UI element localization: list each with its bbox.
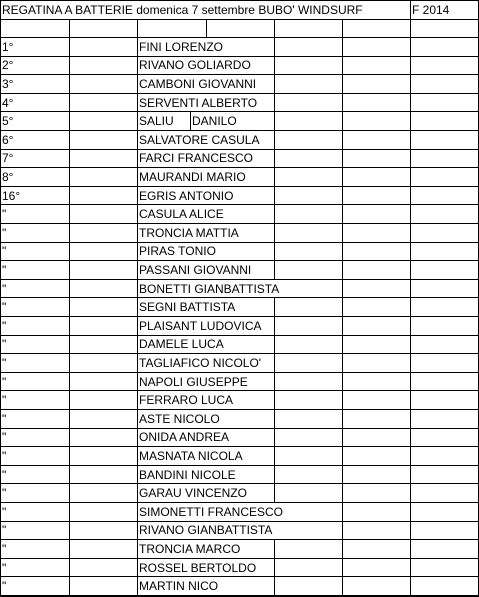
- grid-line: [410, 336, 411, 355]
- grid-line: [274, 336, 275, 355]
- grid-line: [342, 224, 343, 243]
- grid-line: [137, 391, 138, 410]
- athlete-name-cell: PASSANI GIOVANNI: [139, 262, 252, 277]
- grid-line: [69, 429, 70, 448]
- grid-line: [137, 243, 138, 262]
- grid-line: [69, 559, 70, 578]
- athlete-name-cell: CASULA ALICE: [139, 207, 224, 222]
- grid-line: [137, 559, 138, 578]
- grid-line: [410, 559, 411, 578]
- grid-line: [410, 0, 411, 20]
- sheet-title: REGATINA A BATTERIE domenica 7 settembre BUBO' WINDSURF: [2, 2, 363, 17]
- table-row: [0, 317, 479, 336]
- grid-line: [274, 20, 275, 38]
- grid-line: [410, 503, 411, 522]
- athlete-name-cell: CAMBONI GIOVANNI: [139, 76, 257, 91]
- grid-line: [69, 75, 70, 94]
- grid-line: [274, 447, 275, 466]
- position-cell: 3°: [2, 76, 14, 91]
- grid-line: [137, 57, 138, 76]
- grid-line: [410, 243, 411, 262]
- grid-line: [274, 410, 275, 429]
- grid-line: [342, 280, 343, 299]
- grid-line: [410, 466, 411, 485]
- grid-line: [410, 577, 411, 596]
- grid-line: [69, 577, 70, 596]
- position-cell: ": [2, 374, 7, 389]
- grid-line: [137, 503, 138, 522]
- grid-line: [410, 298, 411, 317]
- grid-line: [137, 429, 138, 448]
- grid-line: [342, 577, 343, 596]
- position-cell: ": [2, 504, 7, 519]
- grid-line: [69, 38, 70, 57]
- grid-line: [342, 20, 343, 38]
- athlete-name-cell: ONIDA ANDREA: [139, 430, 230, 445]
- athlete-name-cell: FARCI FRANCESCO: [139, 151, 254, 166]
- position-cell: 5°: [2, 114, 14, 129]
- grid-line: [342, 261, 343, 280]
- grid-line: [274, 484, 275, 503]
- grid-line: [342, 429, 343, 448]
- grid-line: [274, 94, 275, 113]
- grid-line: [69, 243, 70, 262]
- grid-line: [342, 94, 343, 113]
- grid-line: [137, 317, 138, 336]
- grid-line: [410, 354, 411, 373]
- category-label: F 2014: [412, 2, 450, 17]
- athlete-name-cell: MARTIN NICO: [139, 579, 219, 594]
- table-row: [0, 75, 479, 94]
- position-cell: 4°: [2, 95, 14, 110]
- table-row: [0, 540, 479, 559]
- table-row: [0, 205, 479, 224]
- grid-line: [410, 150, 411, 169]
- grid-line: [69, 317, 70, 336]
- grid-line: [410, 187, 411, 206]
- athlete-name-cell: RIVANO GIANBATTISTA: [139, 523, 273, 538]
- grid-line: [69, 336, 70, 355]
- table-row: [0, 261, 479, 280]
- table-row: [0, 484, 479, 503]
- table-row: [0, 168, 479, 187]
- athlete-name-cell: BANDINI NICOLE: [139, 467, 236, 482]
- table-row: [0, 280, 479, 299]
- grid-line: [410, 429, 411, 448]
- grid-line: [274, 57, 275, 76]
- table-row: [0, 243, 479, 262]
- athlete-name-cell: ROSSEL BERTOLDO: [139, 560, 257, 575]
- grid-line: [342, 57, 343, 76]
- grid-line: [342, 112, 343, 131]
- position-cell: ": [2, 560, 7, 575]
- grid-line: [342, 503, 343, 522]
- position-cell: 1°: [2, 39, 14, 54]
- table-row: [0, 112, 479, 131]
- grid-line: [274, 205, 275, 224]
- athlete-name-cell: BONETTI GIANBATTISTA: [139, 281, 280, 296]
- grid-line: [342, 540, 343, 559]
- grid-line: [274, 540, 275, 559]
- grid-line: [274, 466, 275, 485]
- grid-line: [342, 447, 343, 466]
- grid-line: [69, 373, 70, 392]
- position-cell: ": [2, 300, 7, 315]
- grid-line: [69, 131, 70, 150]
- grid-line: [137, 298, 138, 317]
- position-cell: ": [2, 244, 7, 259]
- position-cell: ": [2, 579, 7, 594]
- grid-line: [69, 150, 70, 169]
- grid-line: [410, 38, 411, 57]
- grid-line: [137, 131, 138, 150]
- grid-line: [342, 205, 343, 224]
- grid-line: [342, 466, 343, 485]
- table-row: [0, 94, 479, 113]
- position-cell: ": [2, 448, 7, 463]
- grid-line: [274, 354, 275, 373]
- position-cell: ": [2, 281, 7, 296]
- position-cell: ": [2, 523, 7, 538]
- athlete-name-cell: MASNATA NICOLA: [139, 448, 243, 463]
- grid-line: [137, 447, 138, 466]
- position-cell: ": [2, 318, 7, 333]
- table-row: [0, 298, 479, 317]
- grid-line: [69, 280, 70, 299]
- header-row: [0, 0, 479, 20]
- grid-line: [137, 540, 138, 559]
- grid-line: [342, 373, 343, 392]
- athlete-name-cell: SALVATORE CASULA: [139, 132, 260, 147]
- grid-line: [69, 484, 70, 503]
- grid-line: [69, 522, 70, 541]
- grid-line: [342, 298, 343, 317]
- grid-line: [410, 57, 411, 76]
- grid-line: [137, 373, 138, 392]
- position-cell: ": [2, 355, 7, 370]
- grid-line: [137, 38, 138, 57]
- grid-line: [69, 298, 70, 317]
- grid-line: [410, 522, 411, 541]
- grid-line: [410, 317, 411, 336]
- grid-line: [274, 429, 275, 448]
- grid-line: [342, 38, 343, 57]
- grid-line: [410, 131, 411, 150]
- grid-line: [274, 317, 275, 336]
- table-row: [0, 391, 479, 410]
- grid-line: [274, 38, 275, 57]
- grid-line: [342, 131, 343, 150]
- grid-line: [410, 280, 411, 299]
- grid-line: [69, 187, 70, 206]
- grid-line: [410, 410, 411, 429]
- position-cell: ": [2, 486, 7, 501]
- athlete-name-cell: NAPOLI GIUSEPPE: [139, 374, 248, 389]
- table-row: [0, 577, 479, 596]
- grid-line: [69, 261, 70, 280]
- grid-line: [69, 168, 70, 187]
- grid-line: [69, 354, 70, 373]
- position-cell: 7°: [2, 151, 14, 166]
- grid-line: [342, 150, 343, 169]
- grid-line: [274, 577, 275, 596]
- grid-line: [137, 112, 138, 131]
- position-cell: 16°: [2, 188, 21, 203]
- position-cell: ": [2, 225, 7, 240]
- table-row: [0, 131, 479, 150]
- athlete-name-cell: EGRIS ANTONIO: [139, 188, 234, 203]
- grid-line: [190, 112, 191, 131]
- grid-line: [137, 410, 138, 429]
- grid-line: [342, 187, 343, 206]
- athlete-name-cell: PIRAS TONIO: [139, 244, 216, 259]
- position-cell: 6°: [2, 132, 14, 147]
- athlete-name-cell: TRONCIA MATTIA: [139, 225, 239, 240]
- grid-line: [69, 205, 70, 224]
- table-row: [0, 38, 479, 57]
- position-cell: ": [2, 467, 7, 482]
- table-row: [0, 429, 479, 448]
- grid-line: [274, 243, 275, 262]
- grid-line: [342, 522, 343, 541]
- grid-line: [274, 168, 275, 187]
- grid-line: [342, 559, 343, 578]
- grid-line: [410, 168, 411, 187]
- grid-line: [410, 224, 411, 243]
- athlete-name-cell: DAMELE LUCA: [139, 337, 224, 352]
- grid-line: [69, 94, 70, 113]
- grid-line: [410, 447, 411, 466]
- grid-line: [342, 410, 343, 429]
- grid-line: [410, 540, 411, 559]
- grid-line: [69, 391, 70, 410]
- grid-line: [137, 75, 138, 94]
- grid-line: [137, 261, 138, 280]
- grid-line: [137, 94, 138, 113]
- grid-line: [137, 168, 138, 187]
- grid-line: [274, 112, 275, 131]
- grid-line: [69, 447, 70, 466]
- athlete-name-cell: ASTE NICOLO: [139, 411, 220, 426]
- grid-line: [410, 75, 411, 94]
- grid-line: [274, 131, 275, 150]
- grid-line: [137, 354, 138, 373]
- grid-line: [69, 410, 70, 429]
- table-row: [0, 224, 479, 243]
- grid-line: [69, 112, 70, 131]
- position-cell: ": [2, 262, 7, 277]
- position-cell: ": [2, 337, 7, 352]
- grid-line: [69, 224, 70, 243]
- position-cell: ": [2, 207, 7, 222]
- grid-line: [274, 75, 275, 94]
- grid-line: [69, 540, 70, 559]
- grid-line: [410, 94, 411, 113]
- blank-row: [0, 20, 479, 38]
- grid-line: [69, 503, 70, 522]
- athlete-name-cell: SEGNI BATTISTA: [139, 300, 236, 315]
- table-row: [0, 57, 479, 76]
- position-cell: 2°: [2, 58, 14, 73]
- grid-line: [274, 298, 275, 317]
- grid-line: [274, 261, 275, 280]
- athlete-name-cell: SERVENTI ALBERTO: [139, 95, 258, 110]
- grid-line: [274, 559, 275, 578]
- grid-line: [410, 112, 411, 131]
- grid-line: [410, 373, 411, 392]
- table-row: [0, 559, 479, 578]
- table-row: [0, 373, 479, 392]
- grid-line: [410, 484, 411, 503]
- grid-line: [274, 391, 275, 410]
- grid-line: [410, 20, 411, 38]
- table-row: [0, 336, 479, 355]
- grid-line: [342, 336, 343, 355]
- table-row: [0, 503, 479, 522]
- grid-line: [137, 150, 138, 169]
- athlete-name-cell: FINI LORENZO: [139, 39, 224, 54]
- grid-line: [137, 187, 138, 206]
- grid-line: [342, 484, 343, 503]
- grid-line: [274, 187, 275, 206]
- table-row: [0, 150, 479, 169]
- grid-line: [137, 522, 138, 541]
- athlete-name-cell: SALIU: [139, 114, 174, 129]
- grid-line: [137, 336, 138, 355]
- athlete-name-cell: TRONCIA MARCO: [139, 541, 241, 556]
- grid-line: [274, 373, 275, 392]
- athlete-name-cell: FERRARO LUCA: [139, 393, 234, 408]
- grid-line: [342, 243, 343, 262]
- athlete-name-cell: MAURANDI MARIO: [139, 169, 246, 184]
- athlete-name-cell: TAGLIAFICO NICOLO': [139, 355, 262, 370]
- position-cell: ": [2, 430, 7, 445]
- grid-line: [137, 484, 138, 503]
- grid-line: [137, 205, 138, 224]
- grid-line: [137, 466, 138, 485]
- grid-line: [342, 75, 343, 94]
- grid-line: [137, 577, 138, 596]
- grid-line: [274, 224, 275, 243]
- table-row: [0, 410, 479, 429]
- grid-line: [410, 205, 411, 224]
- grid-line: [206, 20, 207, 38]
- athlete-name-cell: GARAU VINCENZO: [139, 486, 248, 501]
- position-cell: ": [2, 393, 7, 408]
- table-row: [0, 187, 479, 206]
- table-row: [0, 522, 479, 541]
- athlete-firstname-cell: DANILO: [192, 114, 237, 129]
- position-cell: 8°: [2, 169, 14, 184]
- grid-line: [342, 354, 343, 373]
- grid-line: [69, 466, 70, 485]
- table-row: [0, 447, 479, 466]
- grid-line: [410, 391, 411, 410]
- position-cell: ": [2, 541, 7, 556]
- position-cell: ": [2, 411, 7, 426]
- athlete-name-cell: SIMONETTI FRANCESCO: [139, 504, 284, 519]
- grid-line: [410, 261, 411, 280]
- grid-line: [137, 224, 138, 243]
- grid-line: [342, 168, 343, 187]
- grid-line: [342, 391, 343, 410]
- grid-line: [342, 317, 343, 336]
- athlete-name-cell: PLAISANT LUDOVICA: [139, 318, 262, 333]
- grid-line: [137, 20, 138, 38]
- table-row: [0, 354, 479, 373]
- athlete-name-cell: RIVANO GOLIARDO: [139, 58, 251, 73]
- table-row: [0, 466, 479, 485]
- grid-line: [69, 57, 70, 76]
- grid-line: [69, 20, 70, 38]
- grid-line: [137, 280, 138, 299]
- grid-line: [274, 150, 275, 169]
